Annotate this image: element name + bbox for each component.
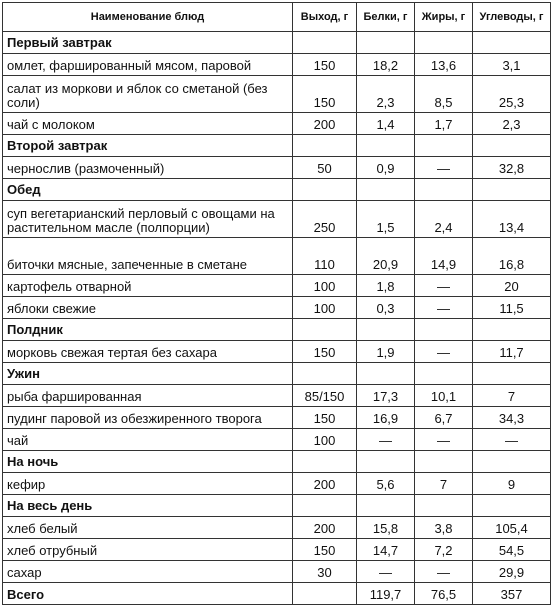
section-title: Второй завтрак xyxy=(3,135,293,157)
section-empty-cell xyxy=(357,319,415,341)
dish-name-cell: картофель отварной xyxy=(3,275,293,297)
table-row xyxy=(3,429,551,451)
section-empty-cell xyxy=(293,32,357,54)
protein-cell: 20,9 xyxy=(357,238,415,275)
yield-cell: 100 xyxy=(293,297,357,319)
section-title: Ужин xyxy=(3,363,293,385)
section-empty-cell xyxy=(473,135,551,157)
fat-cell: 1,7 xyxy=(415,113,473,135)
total-label: Всего xyxy=(3,583,293,605)
carbs-cell: 25,3 xyxy=(473,76,551,113)
protein-cell: 15,8 xyxy=(357,517,415,539)
section-empty-cell xyxy=(473,495,551,517)
fat-cell: 7 xyxy=(415,473,473,495)
section-empty-cell xyxy=(473,32,551,54)
fat-cell: — xyxy=(415,275,473,297)
dish-name-cell: чай с молоком xyxy=(3,113,293,135)
yield-cell: 110 xyxy=(293,238,357,275)
table-row xyxy=(3,54,551,76)
table-row xyxy=(3,473,551,495)
total-row xyxy=(3,583,551,605)
carbs-cell: — xyxy=(473,429,551,451)
section-empty-cell xyxy=(293,319,357,341)
fat-cell: 13,6 xyxy=(415,54,473,76)
fat-cell: — xyxy=(415,561,473,583)
yield-cell: 250 xyxy=(293,201,357,238)
section-empty-cell xyxy=(415,363,473,385)
table-row xyxy=(3,517,551,539)
protein-cell: 18,2 xyxy=(357,54,415,76)
dish-name-cell: морковь свежая тертая без сахара xyxy=(3,341,293,363)
yield-cell: 100 xyxy=(293,429,357,451)
table-row xyxy=(3,157,551,179)
section-empty-cell xyxy=(473,451,551,473)
table-row xyxy=(3,297,551,319)
carbs-cell: 3,1 xyxy=(473,54,551,76)
section-empty-cell xyxy=(473,363,551,385)
section-header-row xyxy=(3,179,551,201)
section-empty-cell xyxy=(357,135,415,157)
table-header-row xyxy=(3,3,551,32)
section-empty-cell xyxy=(293,179,357,201)
total-carbs: 357 xyxy=(473,583,551,605)
dish-name-cell: хлеб отрубный xyxy=(3,539,293,561)
table-row xyxy=(3,201,551,238)
yield-cell: 200 xyxy=(293,517,357,539)
carbs-cell: 11,5 xyxy=(473,297,551,319)
section-title: На ночь xyxy=(3,451,293,473)
yield-cell: 50 xyxy=(293,157,357,179)
section-empty-cell xyxy=(357,32,415,54)
dish-name-cell: яблоки свежие xyxy=(3,297,293,319)
yield-cell: 85/150 xyxy=(293,385,357,407)
yield-cell: 200 xyxy=(293,113,357,135)
section-empty-cell xyxy=(415,319,473,341)
carbs-cell: 9 xyxy=(473,473,551,495)
carbs-cell: 20 xyxy=(473,275,551,297)
section-empty-cell xyxy=(293,451,357,473)
protein-cell: 1,8 xyxy=(357,275,415,297)
protein-cell: 0,9 xyxy=(357,157,415,179)
total-protein: 119,7 xyxy=(357,583,415,605)
fat-cell: — xyxy=(415,341,473,363)
section-header-row xyxy=(3,363,551,385)
table-row xyxy=(3,238,551,275)
yield-cell: 150 xyxy=(293,76,357,113)
table-row xyxy=(3,385,551,407)
diet-menu-table xyxy=(2,2,551,605)
section-empty-cell xyxy=(415,32,473,54)
dish-name-cell: чай xyxy=(3,429,293,451)
carbs-cell: 11,7 xyxy=(473,341,551,363)
dish-name-cell: рыба фаршированная xyxy=(3,385,293,407)
dish-name-cell: хлеб белый xyxy=(3,517,293,539)
dish-name-cell: омлет, фаршированный мясом, паровой xyxy=(3,54,293,76)
carbs-cell: 32,8 xyxy=(473,157,551,179)
section-header-row xyxy=(3,495,551,517)
section-empty-cell xyxy=(473,319,551,341)
protein-cell: 1,4 xyxy=(357,113,415,135)
section-header-row xyxy=(3,135,551,157)
yield-cell: 150 xyxy=(293,407,357,429)
section-empty-cell xyxy=(357,363,415,385)
section-title: Обед xyxy=(3,179,293,201)
carbs-cell: 16,8 xyxy=(473,238,551,275)
protein-cell: — xyxy=(357,561,415,583)
section-empty-cell xyxy=(415,451,473,473)
protein-cell: 17,3 xyxy=(357,385,415,407)
fat-cell: 7,2 xyxy=(415,539,473,561)
fat-cell: 8,5 xyxy=(415,76,473,113)
carbs-cell: 13,4 xyxy=(473,201,551,238)
fat-cell: 14,9 xyxy=(415,238,473,275)
protein-cell: 14,7 xyxy=(357,539,415,561)
header-protein: Белки, г xyxy=(357,3,415,32)
section-empty-cell xyxy=(415,135,473,157)
table-row xyxy=(3,113,551,135)
fat-cell: — xyxy=(415,429,473,451)
carbs-cell: 54,5 xyxy=(473,539,551,561)
protein-cell: 1,9 xyxy=(357,341,415,363)
section-title: Полдник xyxy=(3,319,293,341)
carbs-cell: 34,3 xyxy=(473,407,551,429)
fat-cell: 2,4 xyxy=(415,201,473,238)
yield-cell: 30 xyxy=(293,561,357,583)
protein-cell: — xyxy=(357,429,415,451)
section-header-row xyxy=(3,319,551,341)
total-fat: 76,5 xyxy=(415,583,473,605)
section-empty-cell xyxy=(293,135,357,157)
fat-cell: — xyxy=(415,157,473,179)
yield-cell: 200 xyxy=(293,473,357,495)
yield-cell: 150 xyxy=(293,341,357,363)
protein-cell: 5,6 xyxy=(357,473,415,495)
header-carbs: Углеводы, г xyxy=(473,3,551,32)
fat-cell: 3,8 xyxy=(415,517,473,539)
section-empty-cell xyxy=(415,495,473,517)
section-empty-cell xyxy=(357,179,415,201)
section-title: Первый завтрак xyxy=(3,32,293,54)
section-header-row xyxy=(3,451,551,473)
dish-name-cell: пудинг паровой из обезжиренного творога xyxy=(3,407,293,429)
carbs-cell: 2,3 xyxy=(473,113,551,135)
section-empty-cell xyxy=(415,179,473,201)
table-body xyxy=(3,32,551,605)
dish-name-cell: салат из моркови и яблок со сметаной (без соли) xyxy=(3,76,293,113)
yield-cell: 150 xyxy=(293,539,357,561)
fat-cell: 10,1 xyxy=(415,385,473,407)
yield-cell: 100 xyxy=(293,275,357,297)
total-yield xyxy=(293,583,357,605)
protein-cell: 2,3 xyxy=(357,76,415,113)
section-empty-cell xyxy=(293,495,357,517)
header-yield: Выход, г xyxy=(293,3,357,32)
carbs-cell: 105,4 xyxy=(473,517,551,539)
table-row xyxy=(3,407,551,429)
protein-cell: 0,3 xyxy=(357,297,415,319)
section-empty-cell xyxy=(293,363,357,385)
header-name: Наименование блюд xyxy=(3,3,293,32)
dish-name-cell: суп вегетарианский перловый с овощами на растительном масле (полпорции) xyxy=(3,201,293,238)
dish-name-cell: биточки мясные, запеченные в сметане xyxy=(3,238,293,275)
section-title: На весь день xyxy=(3,495,293,517)
header-fat: Жиры, г xyxy=(415,3,473,32)
dish-name-cell: сахар xyxy=(3,561,293,583)
section-empty-cell xyxy=(473,179,551,201)
table-row xyxy=(3,539,551,561)
dish-name-cell: кефир xyxy=(3,473,293,495)
table-row xyxy=(3,275,551,297)
protein-cell: 16,9 xyxy=(357,407,415,429)
table-row xyxy=(3,341,551,363)
carbs-cell: 7 xyxy=(473,385,551,407)
section-header-row xyxy=(3,32,551,54)
table-row xyxy=(3,76,551,113)
yield-cell: 150 xyxy=(293,54,357,76)
fat-cell: — xyxy=(415,297,473,319)
table-row xyxy=(3,561,551,583)
carbs-cell: 29,9 xyxy=(473,561,551,583)
section-empty-cell xyxy=(357,451,415,473)
section-empty-cell xyxy=(357,495,415,517)
dish-name-cell: чернослив (размоченный) xyxy=(3,157,293,179)
fat-cell: 6,7 xyxy=(415,407,473,429)
protein-cell: 1,5 xyxy=(357,201,415,238)
